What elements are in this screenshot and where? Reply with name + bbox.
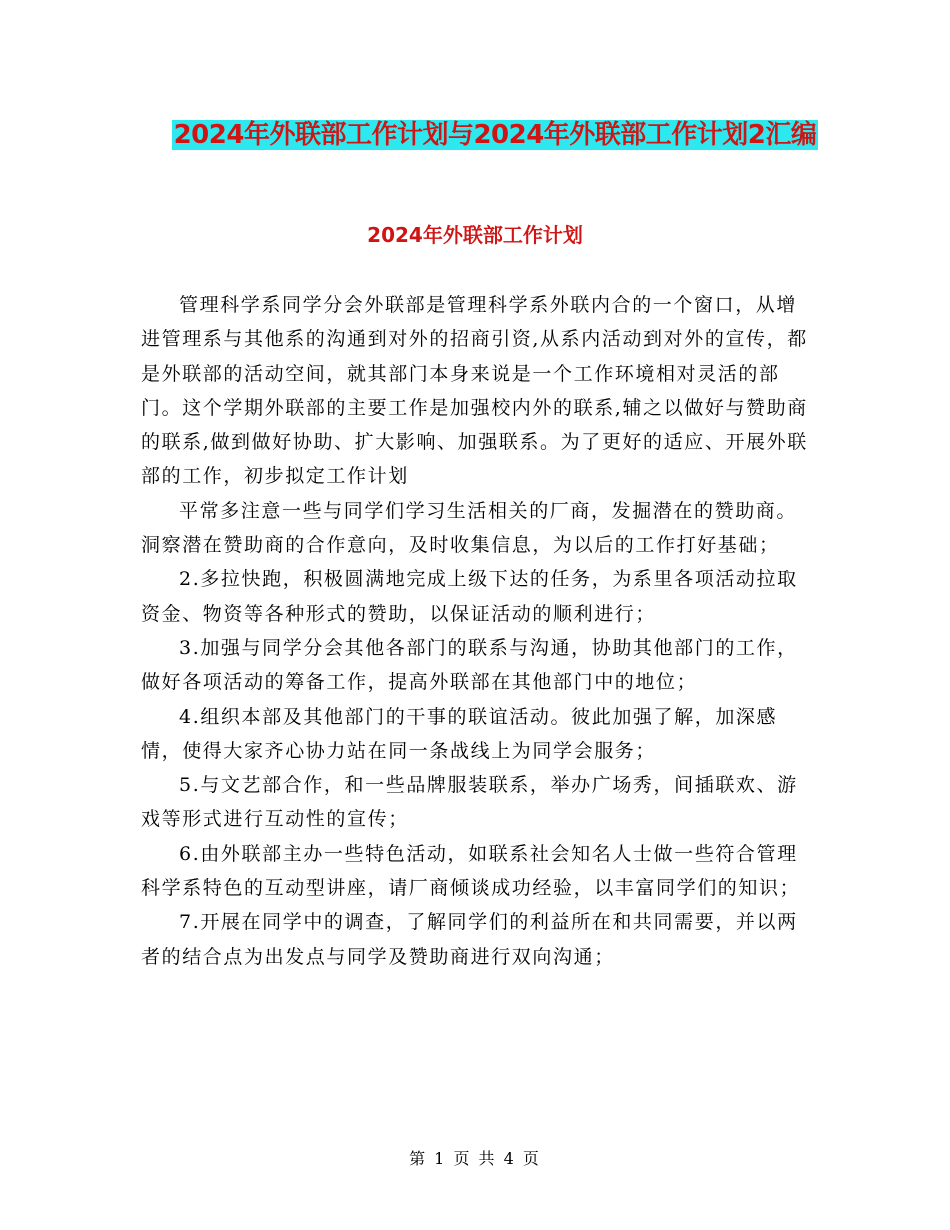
paragraph-item-5: 5.与文艺部合作，和一些品牌服装联系，举办广场秀，间插联欢、游戏等形式进行互动性的宣传；	[141, 774, 798, 831]
document-title	[140, 113, 850, 157]
document-title-text: 2024年外联部工作计划与2024年外联部工作计划2汇编	[173, 120, 817, 150]
paragraph-item-4: 4.组织本部及其他部门的干事的联谊活动。彼此加强了解，加深感情，使得大家齐心协力站在同一条战线上为同学会服务；	[141, 705, 778, 762]
paragraph-item-1: 平常多注意一些与同学们学习生活相关的厂商，发掘潜在的赞助商。洞察潜在赞助商的合作意向，及时收集信息，为以后的工作打好基础；	[141, 499, 798, 557]
paragraph-item-2: 2.多拉快跑，积极圆满地完成上级下达的任务，为系里各项活动拉取资金、物资等各种形式的赞助，以保证活动的顺利进行；	[141, 568, 798, 625]
paragraph-item-6: 6.由外联部主办一些特色活动，如联系社会知名人士做一些符合管理科学系特色的互动型讲座，请厂商倾谈成功经验，以丰富同学们的知识；	[141, 842, 801, 900]
page-footer: 第 1 页 共 4 页	[409, 1149, 541, 1168]
paragraph-intro: 管理科学系同学分会外联部是管理科学系外联内合的一个窗口，从增进管理系与其他系的沟通到对外的招商引资,从系内活动到对外的宣传，都是外联部的活动空间，就其部门本身来说是一个工作环境相对灵活的部门。这个学期外联部的主要工作是加强校内外的联系,辅之以做好与赞助商的联系,做到做好协助、扩大影响、加强联系。为了更好的适应、开展外联部的工作，初步拟定工作计划	[141, 294, 808, 488]
document-body	[141, 288, 813, 974]
paragraph-item-7: 7.开展在同学中的调查，了解同学们的利益所在和共同需要，并以两者的结合点为出发点与同学及赞助商进行双向沟通；	[141, 911, 798, 968]
section-title: 2024年外联部工作计划	[367, 223, 583, 247]
paragraph-item-3: 3.加强与同学分会其他各部门的联系与沟通，协助其他部门的工作，做好各项活动的筹备工作，提高外联部在其他部门中的地位；	[141, 636, 798, 694]
